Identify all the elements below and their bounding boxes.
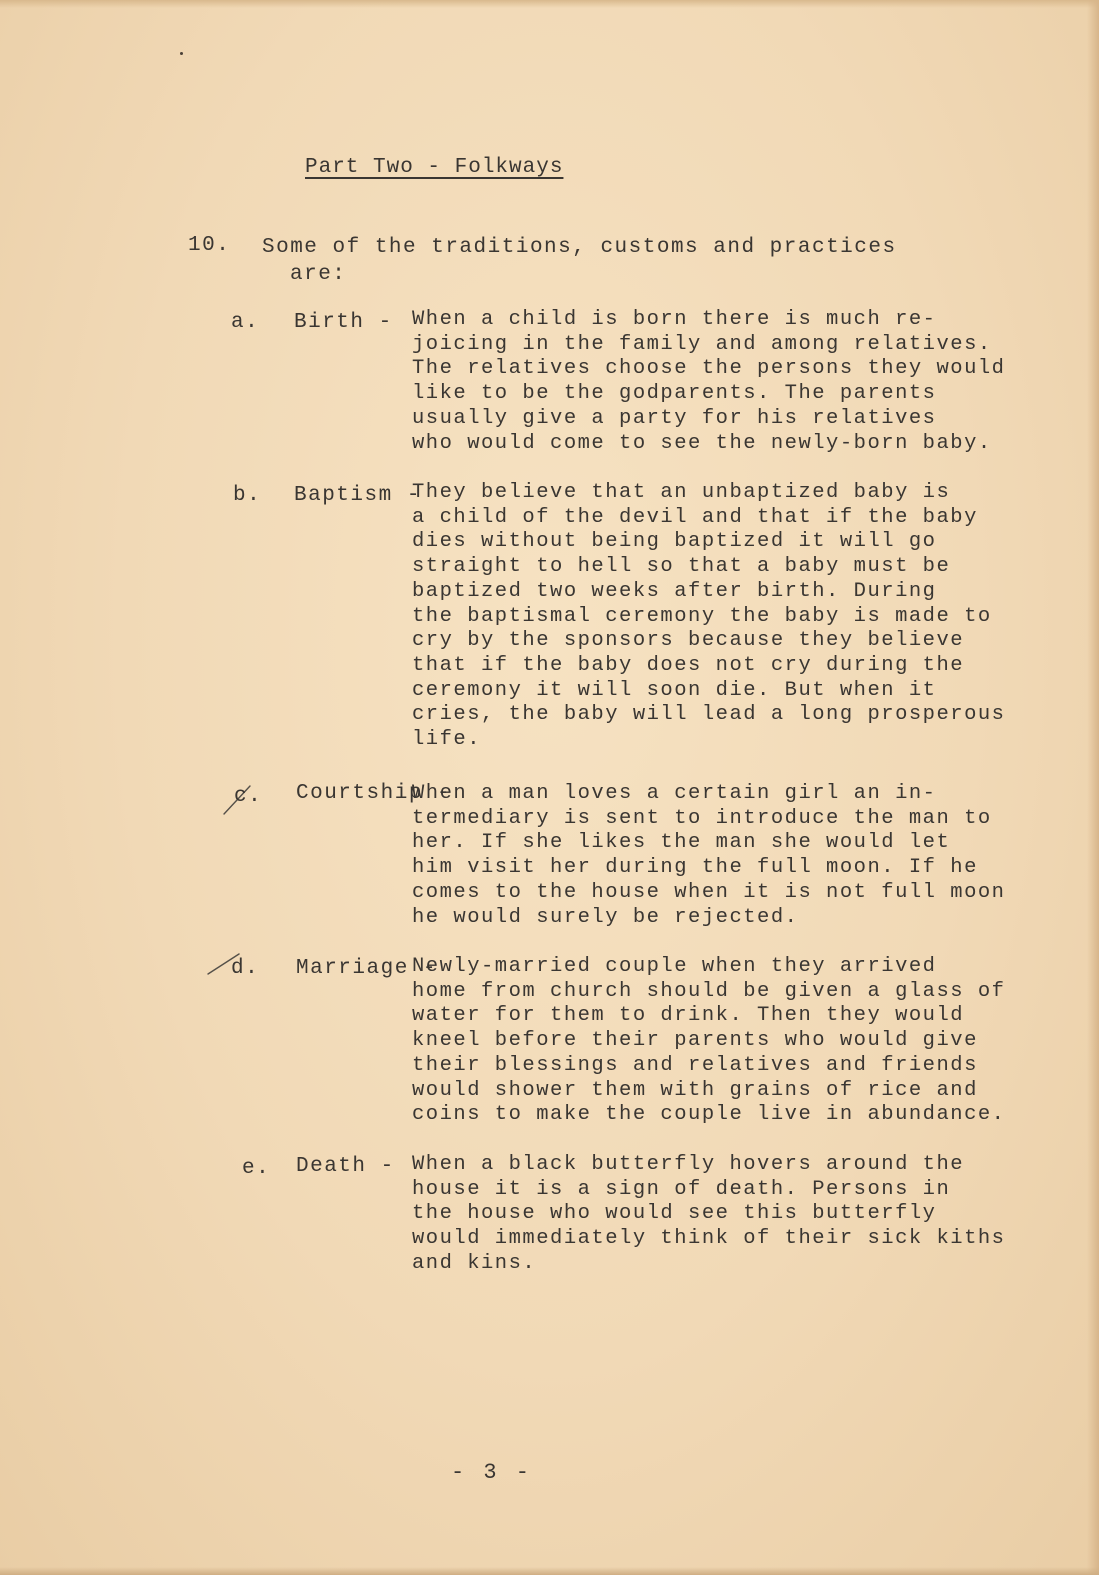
body-line: They believe that an unbaptized baby is: [412, 481, 951, 504]
body-line: who would come to see the newly-born baby.: [412, 431, 992, 455]
body-line: home from church should be given a glass of: [412, 979, 1006, 1003]
body-line: life.: [412, 728, 482, 752]
paper-edge-top: [0, 0, 1099, 8]
item-letter: b.: [233, 484, 262, 507]
paper-edge-right: [1087, 0, 1099, 1575]
body-line: ceremony it will soon die. But when it: [412, 678, 937, 702]
body-line: cries, the baby will lead a long prosperous: [412, 703, 1006, 727]
body-line: When a black butterfly hovers around the: [412, 1153, 965, 1176]
item-number: 10.: [188, 234, 231, 257]
intro-line: Some of the traditions, customs and practices: [262, 236, 897, 259]
item-letter: c.: [234, 785, 263, 808]
item-letter: e.: [242, 1157, 271, 1180]
body-line: water for them to drink. Then they would: [412, 1004, 965, 1028]
body-line: When a child is born there is much re-: [412, 308, 937, 331]
item-body: [412, 481, 1072, 753]
body-line: house it is a sign of death. Persons in: [412, 1177, 951, 1201]
body-line: him visit her during the full moon. If he: [412, 856, 978, 880]
body-line: straight to hell so that a baby must be: [412, 555, 951, 579]
body-line: comes to the house when it is not full moon: [412, 880, 1006, 904]
intro-line: are:: [290, 263, 347, 286]
body-line: baptized two weeks after birth. During: [412, 579, 937, 603]
body-line: would immediately think of their sick kiths: [412, 1227, 1006, 1251]
body-line: kneel before their parents who would give: [412, 1029, 978, 1053]
body-line: termediary is sent to introduce the man to: [412, 806, 992, 830]
item-term: Baptism -: [294, 484, 421, 507]
body-line: that if the baby does not cry during the: [412, 653, 965, 677]
item-body: [412, 308, 1072, 456]
intro-paragraph: [262, 234, 962, 288]
body-line: cry by the sponsors because they believe: [412, 629, 965, 653]
body-line: coins to make the couple live in abundance.: [412, 1103, 1006, 1127]
item-body: [412, 1153, 1072, 1277]
body-line: would shower them with grains of rice and: [412, 1078, 978, 1102]
item-body: [412, 955, 1072, 1128]
body-line: The relatives choose the persons they would: [412, 357, 1006, 381]
item-body: [412, 782, 1072, 930]
item-term: Death -: [296, 1155, 395, 1178]
body-line: Newly-married couple when they arrived: [412, 955, 937, 978]
section-heading: Part Two - Folkways: [305, 156, 564, 179]
ink-speck: [180, 52, 183, 55]
body-line: a child of the devil and that if the baby: [412, 505, 978, 529]
item-term: Marriage -: [296, 957, 438, 980]
item-term: Birth -: [294, 311, 393, 334]
body-line: dies without being baptized it will go: [412, 530, 937, 554]
page-number: - 3 -: [451, 1460, 533, 1485]
body-line: their blessings and relatives and friends: [412, 1053, 978, 1077]
item-letter: a.: [231, 311, 260, 334]
body-line: joicing in the family and among relatives.: [412, 332, 992, 356]
body-line: When a man loves a certain girl an in-: [412, 782, 937, 805]
item-term: Courtship -: [296, 782, 452, 805]
body-line: the baptismal ceremony the baby is made to: [412, 604, 992, 628]
paper-edge-bottom: [0, 1567, 1099, 1575]
item-letter: d.: [231, 957, 260, 980]
body-line: usually give a party for his relatives: [412, 406, 937, 430]
body-line: the house who would see this butterfly: [412, 1202, 937, 1226]
body-line: her. If she likes the man she would let: [412, 831, 951, 855]
body-line: and kins.: [412, 1251, 537, 1275]
body-line: like to be the godparents. The parents: [412, 382, 937, 406]
body-line: he would surely be rejected.: [412, 905, 799, 929]
